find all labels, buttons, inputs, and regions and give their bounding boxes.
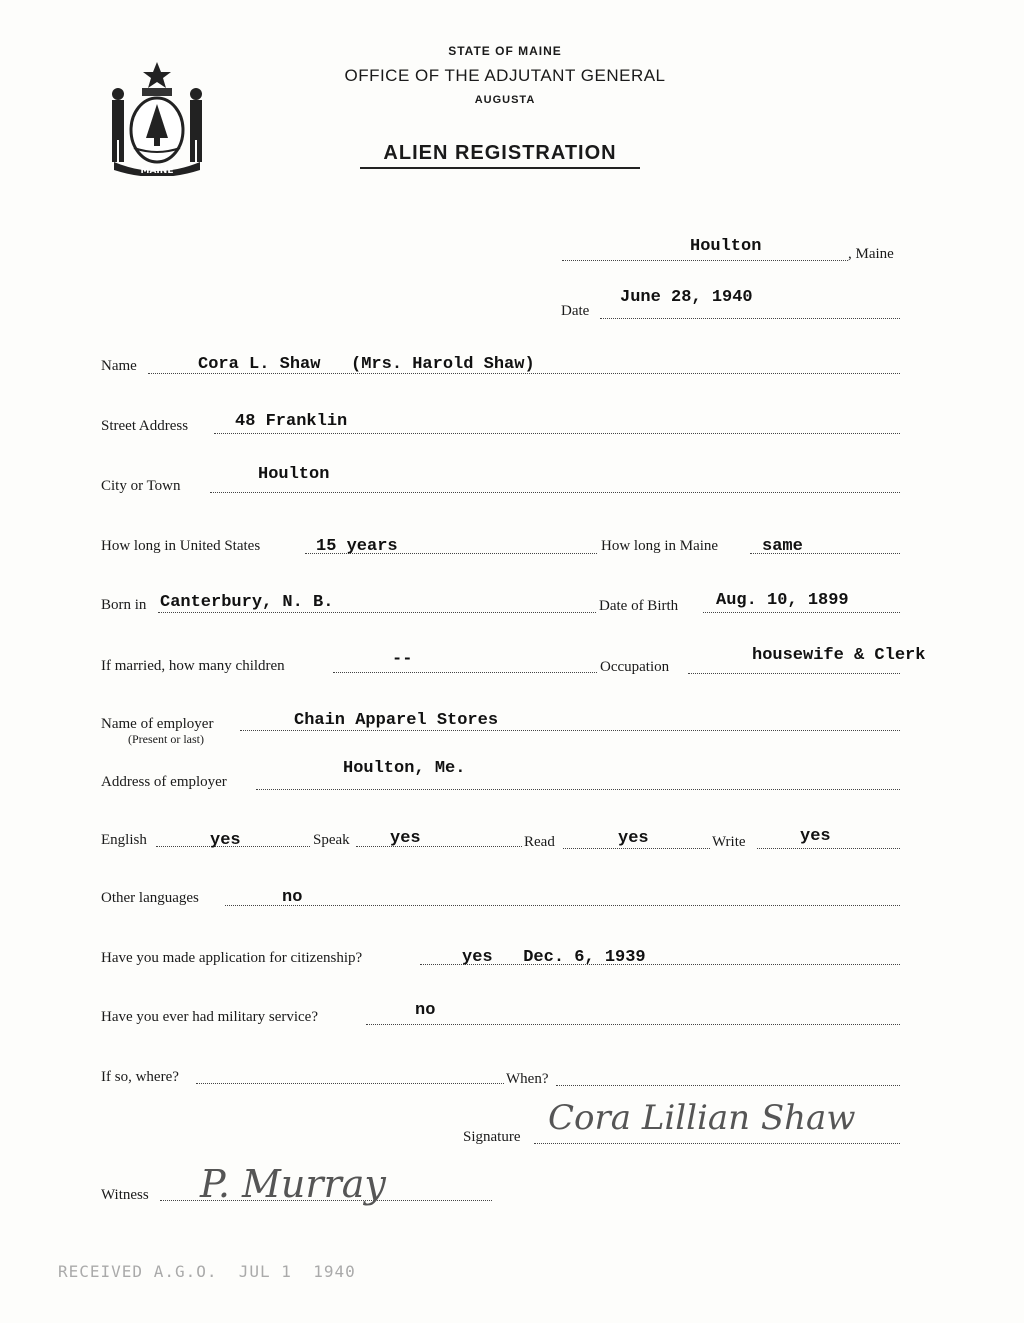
signature-label: Signature: [463, 1129, 521, 1145]
place-line: [562, 260, 848, 261]
page-title: ALIEN REGISTRATION: [360, 142, 640, 169]
where-line[interactable]: [196, 1083, 504, 1084]
name-label: Name: [101, 358, 137, 374]
witness-value[interactable]: P. Murray: [200, 1162, 386, 1206]
employer-address-line: [256, 789, 900, 790]
employer-address-value[interactable]: Houlton, Me.: [343, 759, 466, 778]
maine-years-label: How long in Maine: [601, 538, 719, 554]
witness-label: Witness: [101, 1187, 149, 1203]
other-languages-line: [225, 905, 900, 906]
write-line: [757, 848, 900, 849]
dob-line: [703, 612, 900, 613]
city-line: [210, 492, 900, 493]
street-label: Street Address: [101, 418, 189, 434]
employer-address-label: Address of employer: [101, 774, 227, 790]
date-value[interactable]: June 28, 1940: [620, 288, 753, 307]
other-languages-value[interactable]: no: [282, 888, 303, 907]
military-value[interactable]: no: [415, 1001, 436, 1020]
us-years-value[interactable]: 15 years: [316, 537, 398, 556]
name-value[interactable]: Cora L. Shaw (Mrs. Harold Shaw): [198, 355, 535, 374]
employer-line: [240, 730, 900, 731]
state-seal-logo: [104, 58, 210, 176]
write-label: Write: [712, 834, 746, 850]
occupation-line: [688, 673, 900, 674]
employer-sublabel: (Present or last): [128, 732, 204, 746]
citizenship-label: Have you made application for citizenship?: [101, 950, 363, 966]
read-line: [563, 848, 710, 849]
signature-value[interactable]: Cora Lillian Shaw: [548, 1098, 856, 1138]
employer-value[interactable]: Chain Apparel Stores: [294, 711, 499, 730]
born-in-line: [158, 612, 596, 613]
read-label: Read: [524, 834, 555, 850]
write-value[interactable]: yes: [800, 827, 831, 846]
dob-value[interactable]: Aug. 10, 1899: [716, 591, 849, 610]
speak-label: Speak: [313, 832, 350, 848]
date-line: [600, 318, 900, 319]
header-city: AUGUSTA: [474, 94, 536, 106]
other-languages-label: Other languages: [101, 890, 199, 906]
read-value[interactable]: yes: [618, 829, 649, 848]
when-label: When?: [506, 1071, 549, 1087]
children-line: [333, 672, 597, 673]
received-stamp: RECEIVED A.G.O. JUL 1 1940: [58, 1262, 356, 1281]
signature-line: [534, 1143, 900, 1144]
place-value[interactable]: Houlton: [690, 237, 762, 256]
where-label: If so, where?: [101, 1069, 179, 1085]
born-in-value[interactable]: Canterbury, N. B.: [160, 593, 334, 612]
place-suffix: , Maine: [848, 246, 894, 262]
street-line: [214, 433, 900, 434]
header-office: OFFICE OF THE ADJUTANT GENERAL: [344, 66, 666, 85]
english-value[interactable]: yes: [210, 831, 241, 850]
city-label: City or Town: [101, 478, 181, 494]
dob-label: Date of Birth: [599, 598, 679, 614]
street-value[interactable]: 48 Franklin: [235, 412, 348, 431]
english-label: English: [101, 832, 147, 848]
speak-value[interactable]: yes: [390, 829, 421, 848]
us-years-label: How long in United States: [101, 538, 261, 554]
occupation-label: Occupation: [600, 659, 670, 675]
date-label: Date: [561, 303, 590, 319]
military-line: [366, 1024, 900, 1025]
employer-label: Name of employer: [101, 716, 214, 732]
born-in-label: Born in: [101, 597, 147, 613]
military-label: Have you ever had military service?: [101, 1009, 318, 1025]
when-line[interactable]: [556, 1085, 900, 1086]
speak-line: [356, 846, 522, 847]
city-value[interactable]: Houlton: [258, 465, 330, 484]
citizenship-value[interactable]: yes Dec. 6, 1939: [462, 948, 646, 967]
children-value[interactable]: --: [392, 650, 413, 669]
occupation-value[interactable]: housewife & Clerk: [752, 646, 926, 665]
header-state: STATE OF MAINE: [448, 44, 562, 58]
maine-years-value[interactable]: same: [762, 537, 803, 556]
svg-text:MAINE: MAINE: [140, 166, 174, 176]
children-label: If married, how many children: [101, 658, 285, 674]
